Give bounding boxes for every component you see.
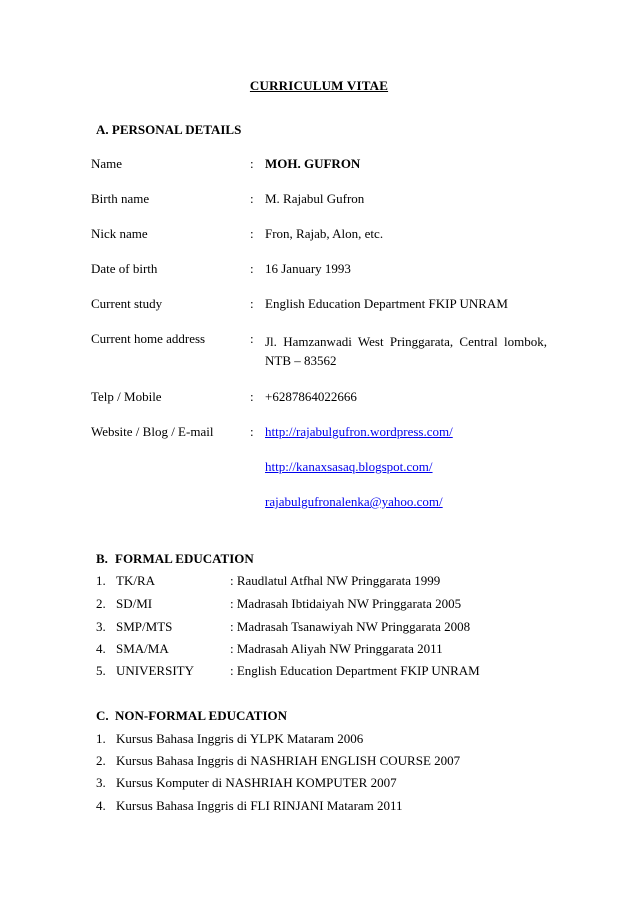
current-study-value: English Education Department FKIP UNRAM xyxy=(265,296,508,311)
website-row xyxy=(0,424,638,444)
section-letter: C. xyxy=(96,708,109,723)
nonformal-education-item xyxy=(0,753,638,773)
colon: : xyxy=(250,389,254,404)
birth-name-label: Birth name xyxy=(91,191,150,206)
date-of-birth-label: Date of birth xyxy=(91,261,158,276)
nonformal-education-heading xyxy=(96,708,287,724)
website-row-2 xyxy=(0,459,638,479)
date-of-birth-value: 16 January 1993 xyxy=(265,261,351,276)
item-number: 5. xyxy=(96,663,106,678)
item-number: 3. xyxy=(96,775,106,790)
formal-education-item xyxy=(0,619,638,639)
course-text: Kursus Komputer di NASHRIAH KOMPUTER 2007 xyxy=(116,775,397,790)
blogspot-link[interactable]: http://kanaxsasaq.blogspot.com/ xyxy=(265,459,433,474)
education-level: SMA/MA xyxy=(116,641,169,656)
current-study-row xyxy=(0,296,638,316)
nick-name-label: Nick name xyxy=(91,226,148,241)
formal-education-item xyxy=(0,596,638,616)
personal-details-heading: A. PERSONAL DETAILS xyxy=(96,122,242,137)
colon: : xyxy=(250,156,254,171)
colon: : xyxy=(250,191,254,206)
school-name: : Madrasah Ibtidaiyah NW Pringgarata 2005 xyxy=(230,596,462,611)
education-level: UNIVERSITY xyxy=(116,663,194,678)
document-title: CURRICULUM VITAE xyxy=(249,78,389,93)
item-number: 3. xyxy=(96,619,106,634)
nick-name-value: Fron, Rajab, Alon, etc. xyxy=(265,226,384,241)
colon: : xyxy=(250,261,254,276)
nonformal-education-item xyxy=(0,798,638,818)
item-number: 1. xyxy=(96,573,106,588)
item-number: 2. xyxy=(96,753,106,768)
name-value: MOH. GUFRON xyxy=(265,156,361,171)
home-address-label: Current home address xyxy=(91,331,206,346)
phone-value: +6287864022666 xyxy=(265,389,357,404)
course-text: Kursus Bahasa Inggris di FLI RINJANI Mataram 2011 xyxy=(116,798,403,813)
home-address-row-2 xyxy=(0,353,638,373)
current-study-label: Current study xyxy=(91,296,163,311)
course-text: Kursus Bahasa Inggris di NASHRIAH ENGLISH COURSE 2007 xyxy=(116,753,461,768)
email-link[interactable]: rajabulgufronalenka@yahoo.com/ xyxy=(265,494,443,509)
formal-education-item xyxy=(0,641,638,661)
section-title: FORMAL EDUCATION xyxy=(115,551,254,566)
item-number: 1. xyxy=(96,731,106,746)
school-name: : English Education Department FKIP UNRAM xyxy=(230,663,480,678)
education-level: SMP/MTS xyxy=(116,619,173,634)
name-row xyxy=(0,156,638,176)
section-title: NON-FORMAL EDUCATION xyxy=(115,708,288,723)
website-label: Website / Blog / E-mail xyxy=(91,424,214,439)
item-number: 4. xyxy=(96,641,106,656)
home-address-line-2: NTB – 83562 xyxy=(265,353,337,368)
formal-education-item xyxy=(0,663,638,683)
item-number: 4. xyxy=(96,798,106,813)
website-row-3 xyxy=(0,494,638,514)
colon: : xyxy=(250,226,254,241)
formal-education-heading xyxy=(96,551,254,567)
item-number: 2. xyxy=(96,596,106,611)
school-name: : Madrasah Tsanawiyah NW Pringgarata 2008 xyxy=(230,619,471,634)
wordpress-link[interactable]: http://rajabulgufron.wordpress.com/ xyxy=(265,424,453,439)
birth-name-value: M. Rajabul Gufron xyxy=(265,191,365,206)
course-text: Kursus Bahasa Inggris di YLPK Mataram 2006 xyxy=(116,731,364,746)
nonformal-education-item xyxy=(0,775,638,795)
school-name: : Madrasah Aliyah NW Pringgarata 2011 xyxy=(230,641,443,656)
name-label: Name xyxy=(91,156,123,171)
home-address-row xyxy=(0,331,638,351)
formal-education-item xyxy=(0,573,638,593)
colon: : xyxy=(250,424,254,439)
education-level: SD/MI xyxy=(116,596,153,611)
colon: : xyxy=(250,296,254,311)
colon: : xyxy=(250,331,254,346)
date-of-birth-row xyxy=(0,261,638,281)
section-letter: B. xyxy=(96,551,108,566)
phone-label: Telp / Mobile xyxy=(91,389,162,404)
home-address-line-1: Jl. Hamzanwadi West Pringgarata, Central lombok, xyxy=(265,334,547,349)
nick-name-row xyxy=(0,226,638,246)
nonformal-education-item xyxy=(0,731,638,751)
education-level: TK/RA xyxy=(116,573,155,588)
phone-row xyxy=(0,389,638,409)
birth-name-row xyxy=(0,191,638,211)
school-name: : Raudlatul Atfhal NW Pringgarata 1999 xyxy=(230,573,441,588)
